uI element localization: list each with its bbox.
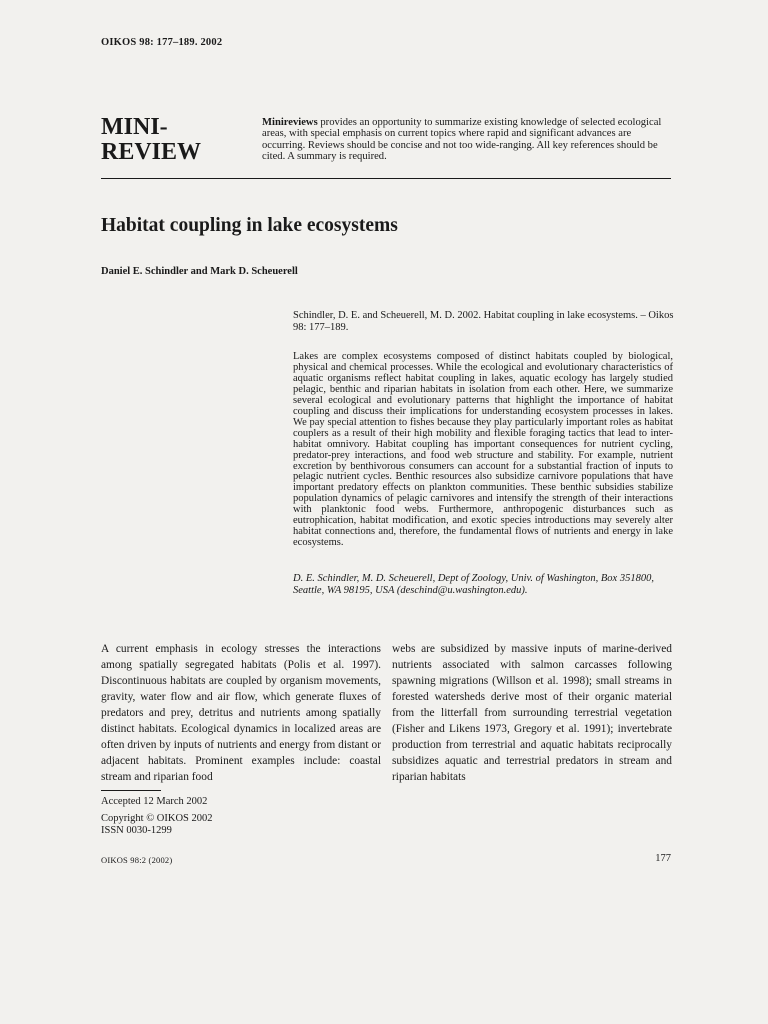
header-divider <box>101 178 671 179</box>
footer-journal-issue: OIKOS 98:2 (2002) <box>101 855 173 865</box>
section-description-lead: Minireviews <box>262 117 318 128</box>
section-description <box>262 117 674 162</box>
body-column-left: A current emphasis in ecology stresses the interactions among spatially segregated habitats (Polis et al. 1997). Discontinuous habitats are coupled by organism movements, gravity, water flow and air flow, which generate fluxes of predators and prey, detritus and nutrients among spatially distinct habitats. Ecological dynamics in localized areas are often driven by inputs of nutrients and energy from distant or adjacent habitats. Prominent examples include: coastal stream and riparian food <box>101 643 381 784</box>
article-citation: Schindler, D. E. and Scheuerell, M. D. 2002. Habitat coupling in lake ecosystems. – Oikos 98: 177–189. <box>293 310 674 333</box>
author-address: D. E. Schindler, M. D. Scheuerell, Dept of Zoology, Univ. of Washington, Box 351800, Seattle, WA 98195, USA (deschind@u.washington.edu). <box>293 573 654 596</box>
footnote-divider <box>101 790 161 791</box>
accepted-date: Accepted 12 March 2002 <box>101 796 208 807</box>
article-title: Habitat coupling in lake ecosystems <box>101 215 398 236</box>
body-column-right: webs are subsidized by massive inputs of marine-derived nutrients associated with salmon carcasses following spawning migrations (Willson et al. 1998); small streams in forested watersheds derive most of their organic material from the litterfall from surrounding terrestrial vegetation (Fisher and Likens 1973, Gregory et al. 1991); invertebrate production from terrestrial and aquatic habitats reciprocally subsidizes aquatic and terrestrial predators in stream and riparian habitats <box>392 643 672 784</box>
article-authors: Daniel E. Schindler and Mark D. Scheuerell <box>101 266 298 277</box>
footnotes <box>101 796 213 836</box>
copyright-notice: Copyright © OIKOS 2002 <box>101 812 213 824</box>
journal-reference: OIKOS 98: 177–189. 2002 <box>101 37 223 48</box>
section-description-text: provides an opportunity to summarize existing knowledge of selected ecological areas, with special emphasis on current topics where rapid and significant advances are occurring. Reviews should be concise and not too wide-ranging. All key references should be cited. A summary is required. <box>262 117 662 162</box>
page-number: 177 <box>655 853 671 864</box>
section-label-line1: MINI- <box>101 114 168 140</box>
section-label <box>101 115 201 165</box>
issn: ISSN 0030-1299 <box>101 824 172 836</box>
article-abstract: Lakes are complex ecosystems composed of distinct habitats coupled by biological, physical and chemical processes. While the ecological and evolutionary characteristics of aquatic organisms reflect habitat coupling in lakes, aquatic ecology has largely studied pelagic, benthic and riparian habitats in isolation from each other. Here, we summarize several ecological and evolutionary patterns that highlight the importance of habitat coupling and discuss their implications for understanding ecosystem processes in lakes. We pay special attention to fishes because they play particularly important roles as habitat couplers as a result of their high mobility and flexible foraging tactics that lead to inter-habitat omnivory. Habitat coupling has important consequences for nutrient cycling, predator-prey interactions, and food web structure and stability. For example, nutrient excretion by benthivorous consumers can account for a substantial fraction of inputs to pelagic nutrient cycles. Benthic resources also subsidize carnivore populations that have important predatory effects on plankton communities. These benthic subsidies stabilize population dynamics of pelagic carnivores and intensify the strength of their interactions with planktonic food webs. Furthermore, anthropogenic disturbances such as eutrophication, habitat modification, and exotic species introductions may severely alter habitat connections and, therefore, the fundamental flows of nutrients and energy in lake ecosystems. <box>293 351 673 549</box>
section-label-line2: REVIEW <box>101 139 202 165</box>
